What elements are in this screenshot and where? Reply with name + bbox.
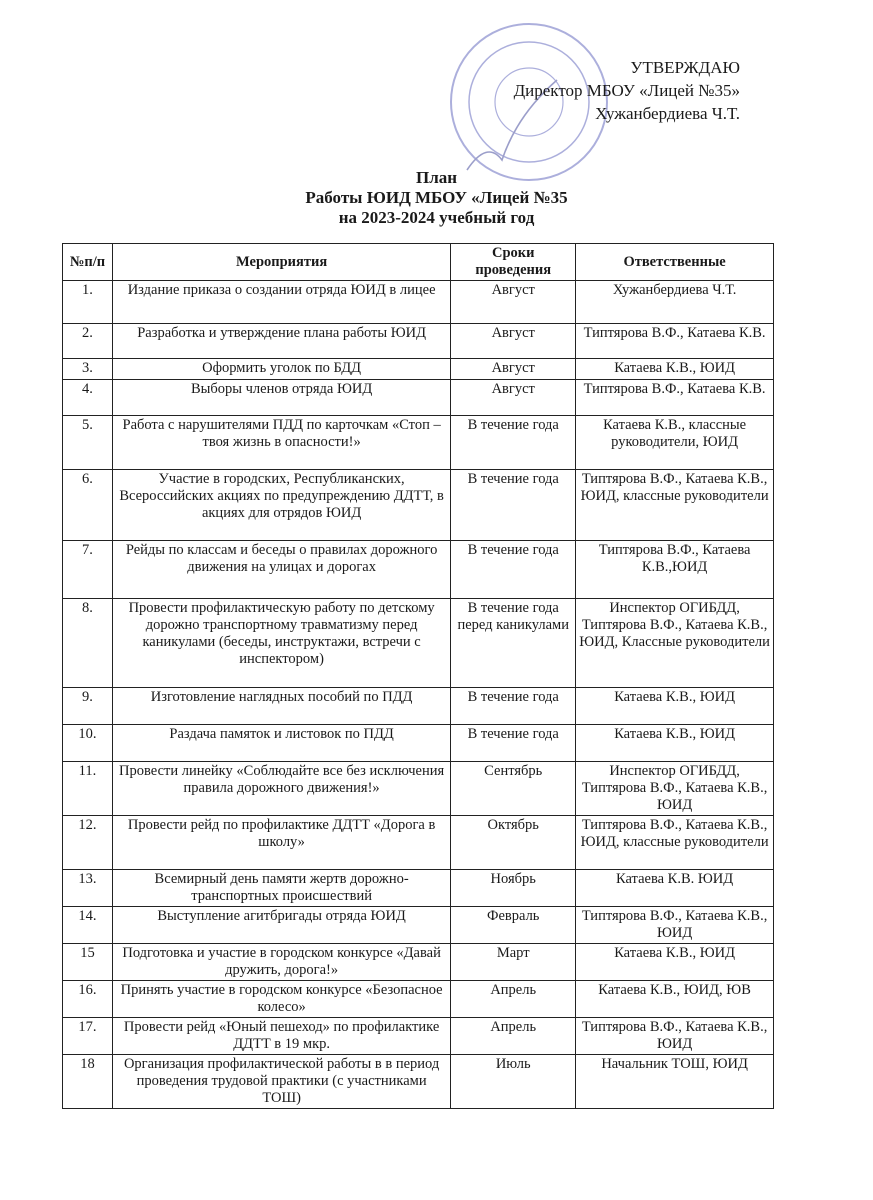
- table-row: [63, 907, 774, 944]
- row-number: 6.: [63, 470, 113, 541]
- row-number: 11.: [63, 762, 113, 816]
- row-dates: Апрель: [451, 981, 576, 1018]
- row-event: Организация профилактической работы в в период проведения трудовой практики (с участниками ТОШ): [112, 1055, 450, 1109]
- row-responsible: Катаева К.В., ЮИД, ЮВ: [576, 981, 774, 1018]
- row-event: Рейды по классам и беседы о правилах дорожного движения на улицах и дорогах: [112, 541, 450, 599]
- row-dates: В течение года: [451, 688, 576, 725]
- row-number: 2.: [63, 324, 113, 359]
- row-event: Провести рейд «Юный пешеход» по профилактике ДДТТ в 19 мкр.: [112, 1018, 450, 1055]
- title-line-1: План: [415, 168, 458, 187]
- row-responsible: Типтярова В.Ф., Катаева К.В.,ЮИД: [576, 541, 774, 599]
- row-responsible: Типтярова В.Ф., Катаева К.В.: [576, 380, 774, 416]
- row-number: 18: [63, 1055, 113, 1109]
- table-row: [63, 688, 774, 725]
- row-dates: Октябрь: [451, 816, 576, 870]
- row-number: 3.: [63, 359, 113, 380]
- row-number: 7.: [63, 541, 113, 599]
- row-dates: В течение года: [451, 541, 576, 599]
- row-event: Всемирный день памяти жертв дорожно-транспортных происшествий: [112, 870, 450, 907]
- row-responsible: Хужанбердиева Ч.Т.: [576, 281, 774, 324]
- row-number: 4.: [63, 380, 113, 416]
- row-responsible: Типтярова В.Ф., Катаева К.В., ЮИД, классные руководители: [576, 470, 774, 541]
- header-dates: Сроки проведения: [451, 244, 576, 281]
- row-event: Провести линейку «Соблюдайте все без исключения правила дорожного движения!»: [112, 762, 450, 816]
- row-responsible: Катаева К.В., ЮИД: [576, 688, 774, 725]
- row-number: 5.: [63, 416, 113, 470]
- header-responsible: Ответственные: [576, 244, 774, 281]
- row-event: Издание приказа о создании отряда ЮИД в лицее: [112, 281, 450, 324]
- header-event: Мероприятия: [112, 244, 450, 281]
- table-row: [63, 599, 774, 688]
- table-row: [63, 324, 774, 359]
- row-event: Раздача памяток и листовок по ПДД: [112, 725, 450, 762]
- row-event: Подготовка и участие в городском конкурсе «Давай дружить, дорога!»: [112, 944, 450, 981]
- approval-heading: УТВЕРЖДАЮ: [630, 58, 740, 77]
- row-number: 1.: [63, 281, 113, 324]
- row-responsible: Инспектор ОГИБДД, Типтярова В.Ф., Катаева К.В., ЮИД, Классные руководители: [576, 599, 774, 688]
- row-event: Выборы членов отряда ЮИД: [112, 380, 450, 416]
- row-dates: Август: [451, 324, 576, 359]
- row-responsible: Катаева К.В., ЮИД: [576, 725, 774, 762]
- row-dates: В течение года перед каникулами: [451, 599, 576, 688]
- row-dates: Сентябрь: [451, 762, 576, 816]
- row-event: Выступление агитбригады отряда ЮИД: [112, 907, 450, 944]
- row-event: Работа с нарушителями ПДД по карточкам «Стоп – твоя жизнь в опасности!»: [112, 416, 450, 470]
- row-responsible: Катаева К.В., ЮИД: [576, 944, 774, 981]
- table-header-row: [63, 244, 774, 281]
- row-number: 8.: [63, 599, 113, 688]
- table-row: [63, 359, 774, 380]
- table-row: [63, 541, 774, 599]
- row-responsible: Типтярова В.Ф., Катаева К.В., ЮИД, классные руководители: [576, 816, 774, 870]
- row-responsible: Инспектор ОГИБДД, Типтярова В.Ф., Катаева К.В., ЮИД: [576, 762, 774, 816]
- table-row: [63, 281, 774, 324]
- row-number: 9.: [63, 688, 113, 725]
- table-row: [63, 380, 774, 416]
- row-responsible: Начальник ТОШ, ЮИД: [576, 1055, 774, 1109]
- table-row: [63, 1018, 774, 1055]
- row-number: 10.: [63, 725, 113, 762]
- row-responsible: Катаева К.В. ЮИД: [576, 870, 774, 907]
- row-dates: Август: [451, 281, 576, 324]
- row-event: Принять участие в городском конкурсе «Безопасное колесо»: [112, 981, 450, 1018]
- title-line-2: Работы ЮИД МБОУ «Лицей №35: [305, 188, 568, 207]
- row-number: 15: [63, 944, 113, 981]
- approval-block: [440, 56, 740, 125]
- row-event: Изготовление наглядных пособий по ПДД: [112, 688, 450, 725]
- table-row: [63, 870, 774, 907]
- table-row: [63, 816, 774, 870]
- row-number: 13.: [63, 870, 113, 907]
- row-responsible: Типтярова В.Ф., Катаева К.В.: [576, 324, 774, 359]
- row-event: Оформить уголок по БДД: [112, 359, 450, 380]
- row-dates: Август: [451, 380, 576, 416]
- table-row: [63, 470, 774, 541]
- plan-table-body: [63, 281, 774, 1109]
- header-num: №п/п: [63, 244, 113, 281]
- row-dates: В течение года: [451, 416, 576, 470]
- table-row: [63, 725, 774, 762]
- row-event: Разработка и утверждение плана работы ЮИД: [112, 324, 450, 359]
- row-responsible: Типтярова В.Ф., Катаева К.В., ЮИД: [576, 1018, 774, 1055]
- row-dates: Март: [451, 944, 576, 981]
- row-number: 14.: [63, 907, 113, 944]
- approval-signatory: Хужанбердиева Ч.Т.: [595, 104, 740, 123]
- plan-table: [62, 243, 774, 1109]
- document-title: [0, 168, 873, 228]
- row-dates: В течение года: [451, 470, 576, 541]
- row-event: Провести рейд по профилактике ДДТТ «Дорога в школу»: [112, 816, 450, 870]
- row-event: Провести профилактическую работу по детскому дорожно транспортному травматизму перед каникулами (беседы, инструктажи, встречи с инспектором): [112, 599, 450, 688]
- table-row: [63, 762, 774, 816]
- row-responsible: Катаева К.В., ЮИД: [576, 359, 774, 380]
- table-row: [63, 981, 774, 1018]
- title-line-3: на 2023-2024 учебный год: [338, 208, 535, 227]
- row-dates: Ноябрь: [451, 870, 576, 907]
- table-row: [63, 1055, 774, 1109]
- row-dates: Февраль: [451, 907, 576, 944]
- row-dates: Август: [451, 359, 576, 380]
- row-dates: В течение года: [451, 725, 576, 762]
- table-row: [63, 416, 774, 470]
- row-responsible: Типтярова В.Ф., Катаева К.В., ЮИД: [576, 907, 774, 944]
- row-event: Участие в городских, Республиканских, Всероссийских акциях по предупреждению ДДТТ, в акциях для отрядов ЮИД: [112, 470, 450, 541]
- row-number: 12.: [63, 816, 113, 870]
- row-dates: Апрель: [451, 1018, 576, 1055]
- approval-position: Директор МБОУ «Лицей №35»: [513, 81, 740, 100]
- row-dates: Июль: [451, 1055, 576, 1109]
- table-row: [63, 944, 774, 981]
- row-number: 17.: [63, 1018, 113, 1055]
- row-responsible: Катаева К.В., классные руководители, ЮИД: [576, 416, 774, 470]
- row-number: 16.: [63, 981, 113, 1018]
